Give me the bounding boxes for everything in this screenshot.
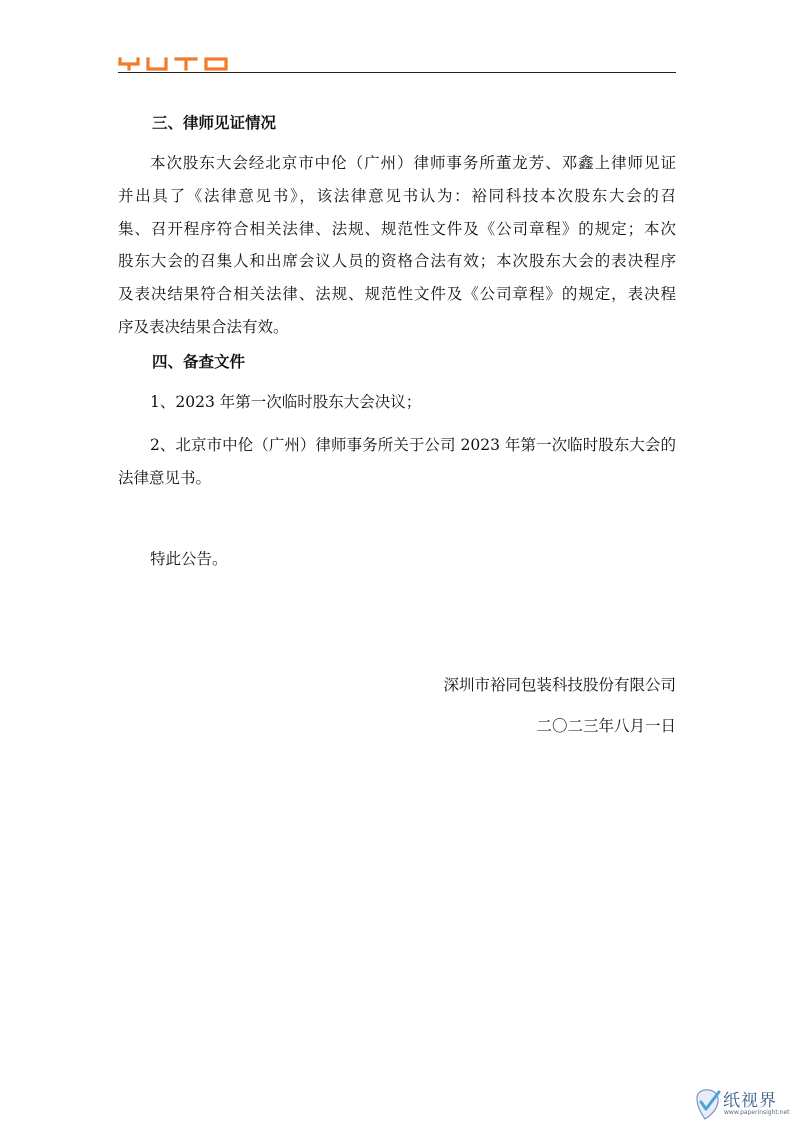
paragraph-line: 股东大会的召集人和出席会议人员的资格合法有效；本次股东大会的表决程序 [118, 252, 676, 271]
section4-item2 [118, 429, 676, 495]
announcement-paragraph [118, 543, 676, 576]
list-item: 1、2023 年第一次临时股东大会决议； [150, 393, 422, 411]
paragraph-line: 序及表决结果合法有效。 [118, 317, 289, 336]
paragraph-line: 集、召开程序符合相关法律、法规、规范性文件及《公司章程》的规定；本次 [118, 219, 676, 238]
list-item-line: 法律意见书。 [118, 468, 212, 487]
section3-heading: 三、律师见证情况 [152, 114, 277, 132]
paragraph-line: 并出具了《法律意见书》，该法律意见书认为：裕同科技本次股东大会的召 [118, 186, 676, 205]
watermark-url: www.paperinsight.net [724, 1109, 790, 1116]
watermark-text: 纸视界 [723, 1091, 777, 1111]
section4-heading: 四、备查文件 [152, 353, 246, 371]
signature-company: 深圳市裕同包装科技股份有限公司 [443, 676, 676, 694]
watermark [693, 1086, 789, 1122]
check-shield-icon [693, 1086, 723, 1122]
page-header [118, 56, 676, 76]
header-divider [118, 72, 676, 73]
section4-item1 [118, 386, 676, 419]
section3-paragraph [118, 147, 676, 344]
paragraph-line: 本次股东大会经北京市中伦（广州）律师事务所董龙芳、邓鑫上律师见证 [150, 154, 676, 172]
yuto-logo [118, 56, 234, 72]
list-item-line: 2、北京市中伦（广州）律师事务所关于公司 2023 年第一次临时股东大会的 [150, 436, 676, 454]
signature-date: 二〇二三年八月一日 [536, 717, 676, 735]
announcement-text: 特此公告。 [150, 550, 228, 568]
paragraph-line: 及表决结果符合相关法律、法规、规范性文件及《公司章程》的规定，表决程 [118, 285, 676, 304]
